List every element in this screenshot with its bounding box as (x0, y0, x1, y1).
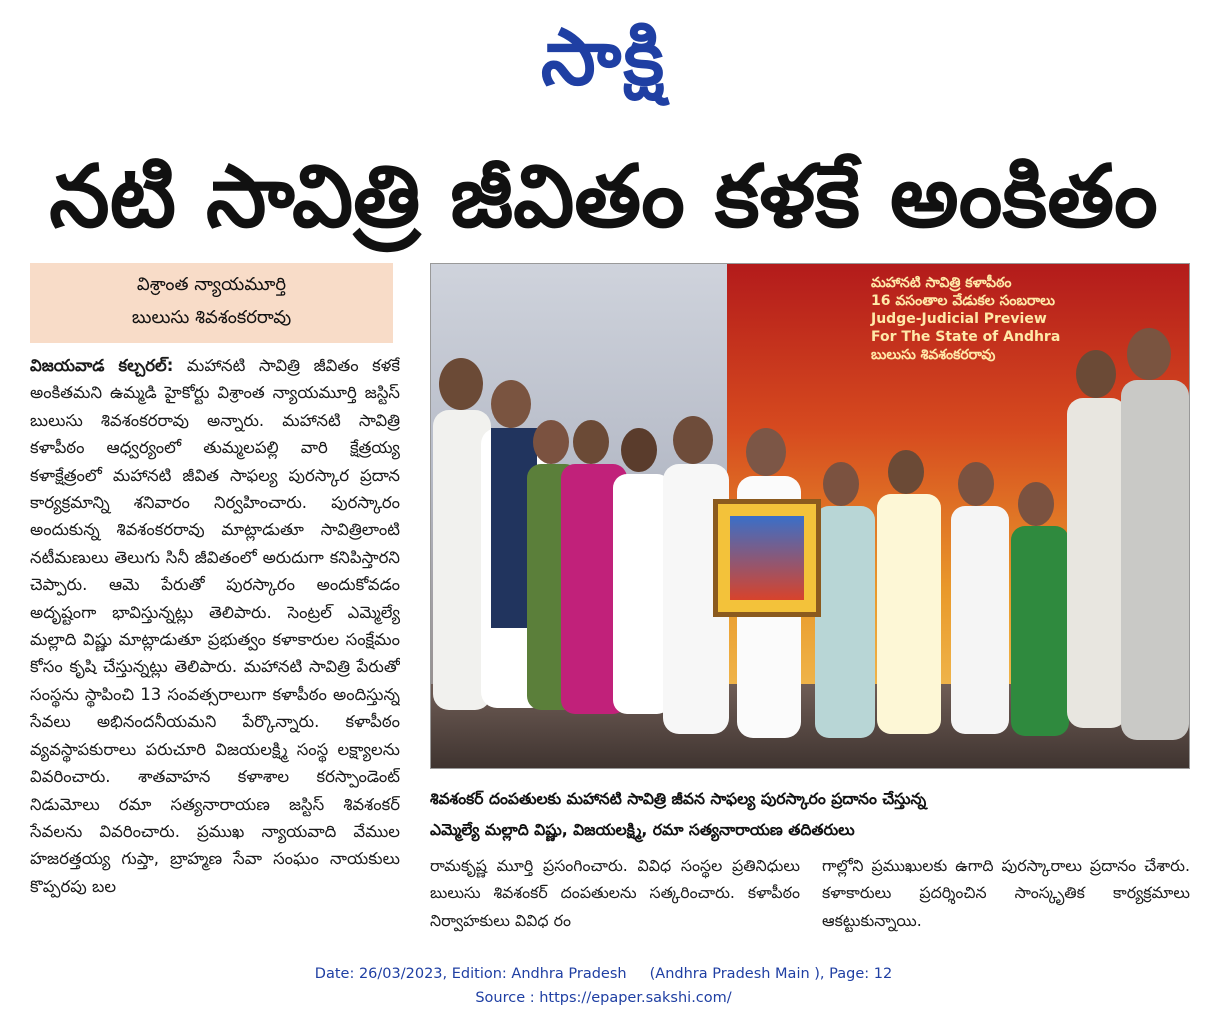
event-photo (430, 263, 1190, 769)
subhead-line-2: బులుసు శివశంకరరావు (131, 307, 292, 328)
headline: నటి సావిత్రి జీవితం కళకే అంకితం (49, 147, 1158, 247)
award-frame (713, 499, 821, 617)
masthead-logo (0, 8, 1207, 108)
article-column-middle: రామకృష్ణ మూర్తి ప్రసంగించారు. వివిధ సంస్థల ప్రతినిధులు బులుసు శివశంకర్ దంపతులను సత్కరించారు. కళాపీఠం నిర్వాహకులు వివిధ రం (430, 856, 800, 930)
subhead-line-1: విశ్రాంత న్యాయమూర్తి (136, 274, 287, 295)
banner-line-2: 16 వసంతాల వేడుకల సంబరాలు (871, 293, 1055, 309)
dateline: విజయవాడ కల్చరల్: (30, 356, 174, 375)
logo-text: సాక్షి (540, 13, 667, 103)
banner-line-1: మహానటి సావిత్రి కళాపీఠం (871, 275, 1012, 291)
banner-line-3: Judge-Judicial Preview (871, 311, 1047, 327)
article-column-left (30, 352, 400, 932)
article-body-left: మహానటి సావిత్రి జీవితం కళకే అంకితమని ఉమ్మడి హైకోర్టు విశ్రాంత న్యాయమూర్తి జస్టిస్ బులుసు శివశంకరరావు అన్నారు. మహానటి సావిత్రి కళాపీఠం ఆధ్వర్యంలో తుమ్మలపల్లి వారి క్షేత్రయ్య కళాక్షేత్రంలో మహానటి జీవిత సాఫల్య పురస్కార ప్రదాన కార్యక్రమాన్ని శనివారం నిర్వహించారు. పురస్కారం అందుకున్న శివశంకరరావు మాట్లాడుతూ సావిత్రిలాంటి నటీమణులు తెలుగు సినీ జీవితంలో అరుదుగా కనిపిస్తారని చెప్పారు. ఆమె పేరుతో పురస్కారం అందుకోవడం అదృష్టంగా భావిస్తున్నట్లు తెలిపారు. సెంట్రల్ ఎమ్మెల్యే మల్లాది విష్ణు మాట్లాడుతూ ప్రభుత్వం కళాకారుల సంక్షేమం కోసం కృషి చేస్తున్నట్లు తెలిపారు. మహానటి సావిత్రి పేరుతో సంస్థను స్థాపించి 13 సంవత్సరాలుగా కళాపీఠం అందిస్తున్న సేవలు అభినందనీయమని పేర్కొన్నారు. కళాపీఠం వ్యవస్థాపకురాలు పరుచూరి విజయలక్ష్మి సంస్థ లక్ష్యాలను వివరించారు. శాతవాహన కళాశాల కరస్పాండెంట్ నిడుమోలు రమా సత్యనారాయణ జస్టిస్ శివశంకర్ సేవలను వివరించారు. ప్రముఖ న్యాయవాది వేముల హజరత్తయ్య గుప్తా, బ్రాహ్మణ సేవా సంఘం నాయకులు కొప్పరపు బల (30, 356, 400, 896)
article-column-right: గాల్లోని ప్రముఖులకు ఉగాది పురస్కారాలు ప్రదానం చేశారు. కళాకారులు ప్రదర్శించిన సాంస్కృతిక కార్యక్రమాలు ఆకట్టుకున్నాయి. (822, 856, 1190, 930)
award-portrait (730, 516, 804, 600)
banner-line-5: బులుసు శివశంకరరావు (871, 347, 996, 363)
footer-source (0, 962, 1207, 1014)
footer-source-link[interactable]: Source : https://epaper.sakshi.com/ (475, 990, 732, 1006)
photo-caption (430, 784, 1190, 848)
caption-line-2: ఎమ్మెల్యే మల్లాది విష్ణు, విజయలక్ష్మి, రమా సత్యనారాయణ తదితరులు (430, 821, 855, 839)
subhead-box (30, 263, 393, 343)
footer-date-line: Date: 26/03/2023, Edition: Andhra Pradesh (Andhra Pradesh Main ), Page: 12 (314, 966, 893, 982)
caption-line-1: శివశంకర్ దంపతులకు మహానటి సావిత్రి జీవన సాఫల్య పురస్కారం ప్రదానం చేస్తున్న (430, 790, 927, 808)
banner-line-4: For The State of Andhra (871, 329, 1061, 345)
